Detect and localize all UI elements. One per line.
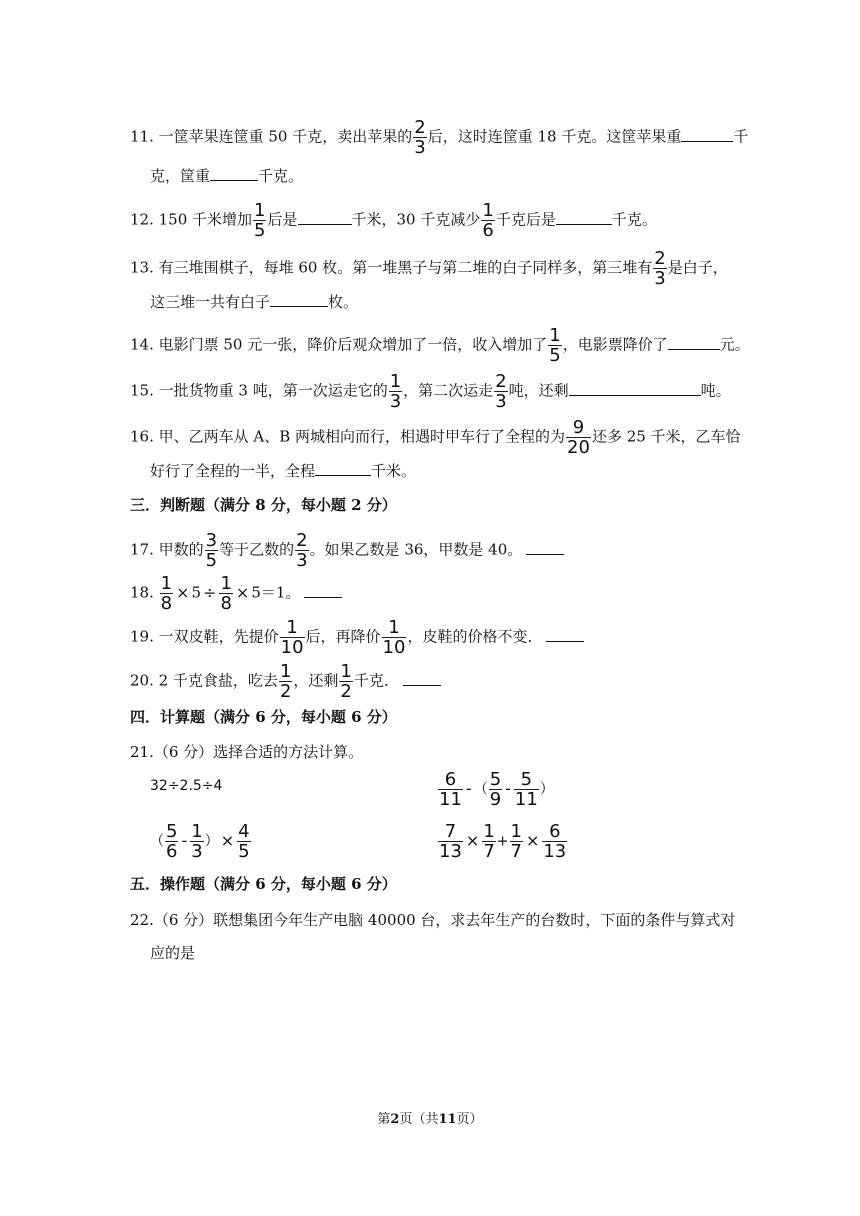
fraction: $\frac{1}{3}$: [389, 371, 402, 412]
fraction: $\frac{1}{8}$: [220, 573, 232, 614]
answer-blank[interactable]: [569, 379, 701, 396]
fraction: $\frac{5}{6}$: [166, 821, 178, 862]
section-heading: 三．判断题（满分 8 分，每小题 2 分）: [130, 496, 397, 514]
answer-blank[interactable]: [668, 333, 720, 350]
question-18: 18. $\frac{1}{8}$ × 5 ÷ $\frac{1}{8}$ × 5＝1。: [130, 574, 342, 613]
fraction: $\frac{1}{2}$: [279, 661, 292, 702]
fraction: $\frac{9}{20}$: [567, 417, 590, 458]
fraction: $\frac{5}{11}$: [514, 769, 538, 810]
question-19: 19. 一双皮鞋，先提价 $\frac{1}{10}$ 后，再降价 $\frac{1}{10}$ ，皮鞋的价格不变．: [130, 618, 584, 657]
question-15: 15. 一批货物重 3 吨，第一次运走它的 $\frac{1}{3}$ ，第二次运走 $\frac{2}{3}$ 吨，还剩 吨。: [130, 371, 731, 412]
question-17: 17. 甲数的 $\frac{3}{5}$ 等于乙数的 $\frac{2}{3}$ 。如果乙数是 36，甲数是 40。: [130, 531, 564, 570]
answer-blank[interactable]: [403, 669, 441, 686]
fraction: $\frac{1}{10}$: [280, 617, 304, 658]
fraction: $\frac{6}{11}$: [439, 769, 462, 810]
fraction: $\frac{1}{7}$: [483, 821, 495, 862]
fraction: $\frac{1}{6}$: [482, 200, 494, 241]
answer-blank[interactable]: [270, 290, 328, 307]
fraction: $\frac{2}{3}$: [654, 248, 666, 289]
answer-blank[interactable]: [546, 625, 584, 642]
fraction: $\frac{3}{5}$: [205, 530, 218, 571]
fraction: $\frac{2}{3}$: [495, 371, 507, 412]
answer-blank[interactable]: [556, 208, 612, 225]
fraction: $\frac{2}{3}$: [414, 117, 426, 158]
fraction: $\frac{1}{8}$: [160, 573, 173, 614]
fraction: $\frac{1}{7}$: [510, 821, 522, 862]
expression-2: $\frac{6}{11}$ - （ $\frac{5}{9}$ - $\frac{5}{11}$ ）: [439, 769, 554, 810]
fraction: $\frac{1}{5}$: [254, 200, 266, 241]
answer-blank[interactable]: [304, 581, 342, 598]
fraction: $\frac{4}{5}$: [238, 821, 250, 862]
question-13-cont: 这三堆一共有白子 枚。: [150, 290, 358, 313]
answer-blank[interactable]: [210, 164, 258, 181]
answer-blank[interactable]: [526, 538, 564, 555]
expression-3: （ $\frac{5}{6}$ - $\frac{1}{3}$ ） × $\frac{4}{5}$: [150, 821, 250, 862]
question-12: 12. 150 千米增加 $\frac{1}{5}$ 后是 千米，30 千克减少 $\frac{1}{6}$ 千克后是 千克。: [130, 200, 657, 241]
page-footer: 第2页（共11页）: [377, 1112, 483, 1127]
fraction: $\frac{5}{9}$: [489, 769, 502, 810]
fraction: $\frac{7}{13}$: [439, 821, 462, 862]
answer-blank[interactable]: [315, 459, 371, 476]
expression-4: $\frac{7}{13}$ × $\frac{1}{7}$ + $\frac{1}{7}$ × $\frac{6}{13}$: [439, 821, 567, 862]
fraction: $\frac{2}{3}$: [296, 530, 308, 571]
fraction: $\frac{1}{5}$: [549, 325, 561, 366]
answer-blank[interactable]: [298, 208, 352, 225]
section-heading: 五．操作题（满分 6 分，每小题 6 分）: [130, 875, 397, 893]
question-22-cont: 应的是: [150, 944, 196, 962]
question-13: 13. 有三堆围棋子，每堆 60 枚。第一堆黑子与第二堆的白子同样多，第三堆有 $\frac{2}{3}$ 是白子，: [130, 248, 728, 289]
question-22: 22.（6 分）联想集团今年生产电脑 40000 台，求去年生产的台数时，下面的条件与算式对: [130, 911, 736, 929]
fraction: $\frac{1}{2}$: [340, 661, 352, 702]
question-14: 14. 电影门票 50 元一张，降价后观众增加了一倍，收入增加了 $\frac{1}{5}$ ，电影票降价了 元。: [130, 325, 750, 366]
fraction: $\frac{6}{13}$: [543, 821, 567, 862]
question-11-cont: 克，筐重 千克。: [150, 164, 303, 187]
question-20: 20. 2 千克食盐，吃去 $\frac{1}{2}$ ，还剩 $\frac{1}{2}$ 千克．: [130, 662, 441, 701]
question-16: 16. 甲、乙两车从 A、B 两城相向而行，相遇时甲车行了全程的为 $\frac{9}{20}$ 还多 25 千米，乙车恰: [130, 417, 741, 458]
expression-1: 32÷2.5÷4: [150, 778, 223, 794]
fraction: $\frac{1}{3}$: [191, 821, 203, 862]
question-16-cont: 好行了全程的一半，全程 千米。: [150, 459, 416, 482]
section-heading: 四．计算题（满分 6 分，每小题 6 分）: [130, 708, 397, 726]
question-11: 11. 一筐苹果连筐重 50 千克，卖出苹果的 $\frac{2}{3}$ 后，这时连筐重 18 千克。这筐苹果重 千: [130, 117, 749, 158]
answer-blank[interactable]: [681, 125, 733, 142]
question-21: 21.（6 分）选择合适的方法计算。: [130, 743, 364, 761]
fraction: $\frac{1}{10}$: [382, 617, 406, 658]
